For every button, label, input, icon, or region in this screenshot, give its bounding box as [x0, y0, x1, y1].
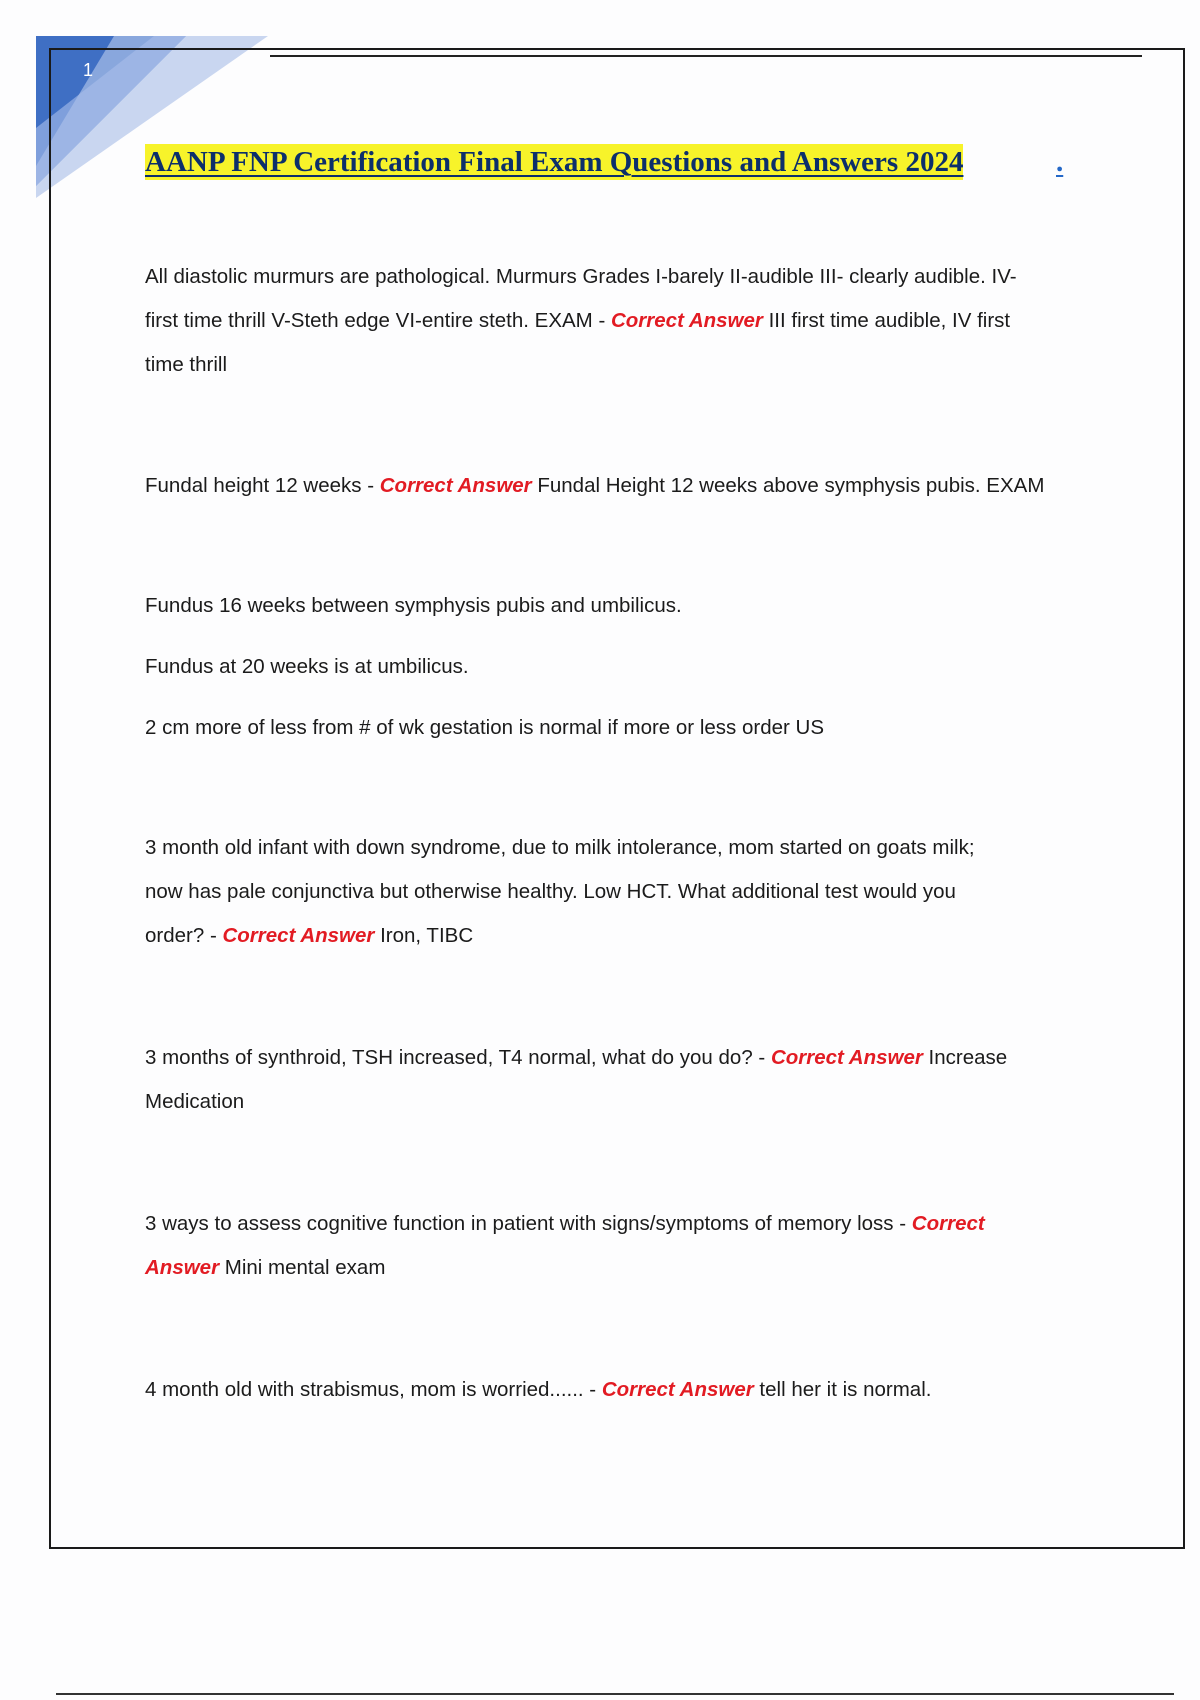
- correct-answer-label: Answer: [145, 1256, 220, 1279]
- qa-item-strabismus: [145, 1368, 1105, 1412]
- text-line: 3 ways to assess cognitive function in patient with signs/symptoms of memory loss - Correct: [145, 1212, 985, 1235]
- note-gestation-cm: 2 cm more of less from # of wk gestation is normal if more or less order US: [145, 716, 825, 739]
- qa-item-murmurs: [145, 255, 1105, 387]
- text-line: 4 month old with strabismus, mom is worried...... - Correct Answer tell her it is normal.: [145, 1378, 932, 1401]
- page-title: [145, 144, 963, 180]
- text-line: Answer Mini mental exam: [145, 1256, 386, 1279]
- title-trailing-dot: .: [1056, 146, 1064, 178]
- page-number: 1: [82, 60, 93, 80]
- text-line: 3 months of synthroid, TSH increased, T4 normal, what do you do? - Correct Answer Increase: [145, 1046, 1008, 1069]
- correct-answer-label: Correct Answer: [222, 924, 375, 947]
- text-line: All diastolic murmurs are pathological. Murmurs Grades I-barely II-audible III- clearly audible. IV-: [145, 265, 1017, 288]
- header-rule: [270, 55, 1142, 57]
- correct-answer-label: Correct Answer: [770, 1046, 923, 1069]
- text-line: time thrill: [145, 353, 228, 376]
- text-line: order? - Correct Answer Iron, TIBC: [145, 924, 474, 947]
- text-line: Medication: [145, 1090, 245, 1113]
- correct-answer-label: Correct Answer: [601, 1378, 754, 1401]
- footer-rule: [56, 1693, 1174, 1695]
- correct-answer-label: Correct: [911, 1212, 985, 1235]
- text-line: now has pale conjunctiva but otherwise healthy. Low HCT. What additional test would you: [145, 880, 956, 903]
- title-text: AANP FNP Certification Final Exam Questions and Answers 2024: [145, 146, 964, 178]
- correct-answer-label: Correct Answer: [610, 309, 763, 332]
- text-line: first time thrill V-Steth edge VI-entire steth. EXAM - Correct Answer III first time audible, IV first: [145, 309, 1011, 332]
- qa-item-fundal-height: [145, 464, 1105, 508]
- note-fundus-16-weeks: Fundus 16 weeks between symphysis pubis and umbilicus.: [145, 594, 682, 617]
- text-line: 3 month old infant with down syndrome, due to milk intolerance, mom started on goats milk;: [145, 836, 975, 859]
- qa-item-cognitive-function: [145, 1202, 1105, 1290]
- note-fundus-20-weeks: Fundus at 20 weeks is at umbilicus.: [145, 655, 469, 678]
- text-line: Fundal height 12 weeks - Correct Answer Fundal Height 12 weeks above symphysis pubis. EXAM: [145, 474, 1045, 497]
- correct-answer-label: Correct Answer: [379, 474, 532, 497]
- qa-item-synthroid: [145, 1036, 1105, 1124]
- qa-item-goats-milk: [145, 826, 1105, 958]
